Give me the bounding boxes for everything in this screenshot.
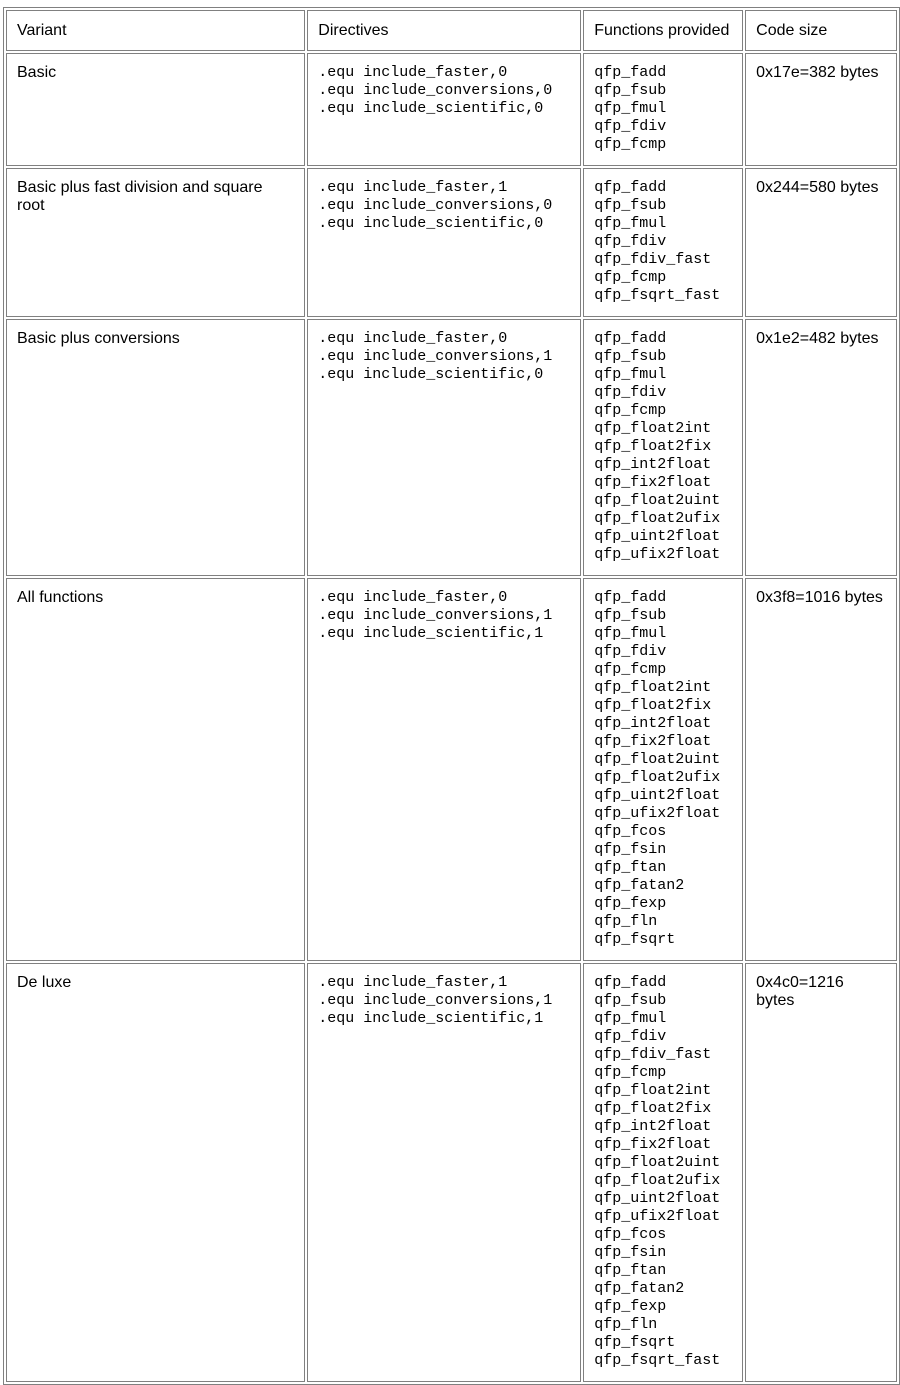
function-name: qfp_fmul: [594, 215, 667, 232]
header-directives: Directives: [307, 10, 581, 51]
directive-line: .equ include_conversions,1: [318, 348, 553, 365]
function-name: qfp_fmul: [594, 1010, 667, 1027]
function-name: qfp_fatan2: [594, 877, 685, 894]
function-name: qfp_fexp: [594, 895, 667, 912]
directives-cell: [307, 53, 581, 166]
directives-cell: [307, 963, 581, 1382]
function-name: qfp_float2fix: [594, 1100, 712, 1117]
directive-line: .equ include_conversions,1: [318, 992, 553, 1009]
directive-line: .equ include_scientific,0: [318, 215, 544, 232]
function-name: qfp_fmul: [594, 366, 667, 383]
function-name: qfp_fcmp: [594, 661, 667, 678]
functions-cell: [583, 53, 743, 166]
table-row: [6, 168, 897, 317]
function-name: qfp_fdiv_fast: [594, 251, 712, 268]
functions-cell: [583, 319, 743, 576]
table-body: [6, 53, 897, 1382]
directive-line: .equ include_conversions,0: [318, 82, 553, 99]
table-row: [6, 53, 897, 166]
function-name: qfp_fsub: [594, 197, 667, 214]
function-name: qfp_float2uint: [594, 1154, 721, 1171]
directive-line: .equ include_faster,1: [318, 179, 508, 196]
function-name: qfp_fsqrt_fast: [594, 1352, 721, 1369]
header-functions: Functions provided: [583, 10, 743, 51]
function-name: qfp_fadd: [594, 64, 667, 81]
variant-cell: De luxe: [6, 963, 305, 1382]
directive-line: .equ include_conversions,0: [318, 197, 553, 214]
function-name: qfp_fcmp: [594, 402, 667, 419]
header-row: [6, 10, 897, 51]
function-name: qfp_fadd: [594, 179, 667, 196]
function-name: qfp_fdiv: [594, 118, 667, 135]
function-name: qfp_int2float: [594, 456, 712, 473]
variant-cell: Basic: [6, 53, 305, 166]
function-name: qfp_ftan: [594, 1262, 667, 1279]
code-size-cell: 0x17e=382 bytes: [745, 53, 897, 166]
directive-line: .equ include_scientific,1: [318, 1010, 544, 1027]
functions-cell: [583, 578, 743, 961]
directives-cell: [307, 578, 581, 961]
function-name: qfp_fln: [594, 913, 658, 930]
directives-cell: [307, 168, 581, 317]
directive-line: .equ include_faster,0: [318, 64, 508, 81]
header-code-size: Code size: [745, 10, 897, 51]
function-name: qfp_uint2float: [594, 787, 721, 804]
function-name: qfp_fadd: [594, 330, 667, 347]
variant-cell: Basic plus conversions: [6, 319, 305, 576]
variant-cell: Basic plus fast division and square root: [6, 168, 305, 317]
function-name: qfp_fmul: [594, 100, 667, 117]
function-name: qfp_ufix2float: [594, 546, 721, 563]
function-name: qfp_fadd: [594, 974, 667, 991]
directive-line: .equ include_faster,0: [318, 589, 508, 606]
function-name: qfp_float2int: [594, 420, 712, 437]
variant-cell: All functions: [6, 578, 305, 961]
variants-table: [3, 7, 900, 1385]
function-name: qfp_float2uint: [594, 492, 721, 509]
code-size-cell: 0x4c0=1216 bytes: [745, 963, 897, 1382]
function-name: qfp_int2float: [594, 1118, 712, 1135]
function-name: qfp_fsub: [594, 82, 667, 99]
directive-line: .equ include_conversions,1: [318, 607, 553, 624]
function-name: qfp_fsin: [594, 841, 667, 858]
directive-line: .equ include_scientific,1: [318, 625, 544, 642]
functions-cell: [583, 963, 743, 1382]
directive-line: .equ include_faster,1: [318, 974, 508, 991]
function-name: qfp_fcmp: [594, 136, 667, 153]
function-name: qfp_fcmp: [594, 1064, 667, 1081]
table-row: [6, 963, 897, 1382]
directive-line: .equ include_scientific,0: [318, 366, 544, 383]
header-variant: Variant: [6, 10, 305, 51]
function-name: qfp_fmul: [594, 625, 667, 642]
function-name: qfp_fdiv_fast: [594, 1046, 712, 1063]
function-name: qfp_fsqrt: [594, 931, 676, 948]
function-name: qfp_fln: [594, 1316, 658, 1333]
function-name: qfp_float2ufix: [594, 769, 721, 786]
function-name: qfp_fsqrt_fast: [594, 287, 721, 304]
function-name: qfp_float2ufix: [594, 1172, 721, 1189]
function-name: qfp_float2int: [594, 679, 712, 696]
function-name: qfp_fcmp: [594, 269, 667, 286]
function-name: qfp_uint2float: [594, 528, 721, 545]
function-name: qfp_ufix2float: [594, 1208, 721, 1225]
directive-line: .equ include_scientific,0: [318, 100, 544, 117]
function-name: qfp_fatan2: [594, 1280, 685, 1297]
function-name: qfp_fsub: [594, 992, 667, 1009]
function-name: qfp_ufix2float: [594, 805, 721, 822]
function-name: qfp_float2int: [594, 1082, 712, 1099]
directives-cell: [307, 319, 581, 576]
function-name: qfp_fix2float: [594, 733, 712, 750]
code-size-cell: 0x244=580 bytes: [745, 168, 897, 317]
function-name: qfp_int2float: [594, 715, 712, 732]
function-name: qfp_float2ufix: [594, 510, 721, 527]
function-name: qfp_ftan: [594, 859, 667, 876]
function-name: qfp_float2fix: [594, 438, 712, 455]
function-name: qfp_fsin: [594, 1244, 667, 1261]
function-name: qfp_fdiv: [594, 1028, 667, 1045]
function-name: qfp_fsub: [594, 607, 667, 624]
function-name: qfp_fix2float: [594, 474, 712, 491]
function-name: qfp_fcos: [594, 1226, 667, 1243]
code-size-cell: 0x3f8=1016 bytes: [745, 578, 897, 961]
function-name: qfp_fdiv: [594, 643, 667, 660]
table-row: [6, 578, 897, 961]
function-name: qfp_float2fix: [594, 697, 712, 714]
directive-line: .equ include_faster,0: [318, 330, 508, 347]
function-name: qfp_fdiv: [594, 233, 667, 250]
function-name: qfp_fexp: [594, 1298, 667, 1315]
function-name: qfp_fsub: [594, 348, 667, 365]
table-row: [6, 319, 897, 576]
function-name: qfp_fdiv: [594, 384, 667, 401]
function-name: qfp_fix2float: [594, 1136, 712, 1153]
function-name: qfp_fsqrt: [594, 1334, 676, 1351]
function-name: qfp_uint2float: [594, 1190, 721, 1207]
function-name: qfp_fadd: [594, 589, 667, 606]
function-name: qfp_float2uint: [594, 751, 721, 768]
function-name: qfp_fcos: [594, 823, 667, 840]
code-size-cell: 0x1e2=482 bytes: [745, 319, 897, 576]
functions-cell: [583, 168, 743, 317]
